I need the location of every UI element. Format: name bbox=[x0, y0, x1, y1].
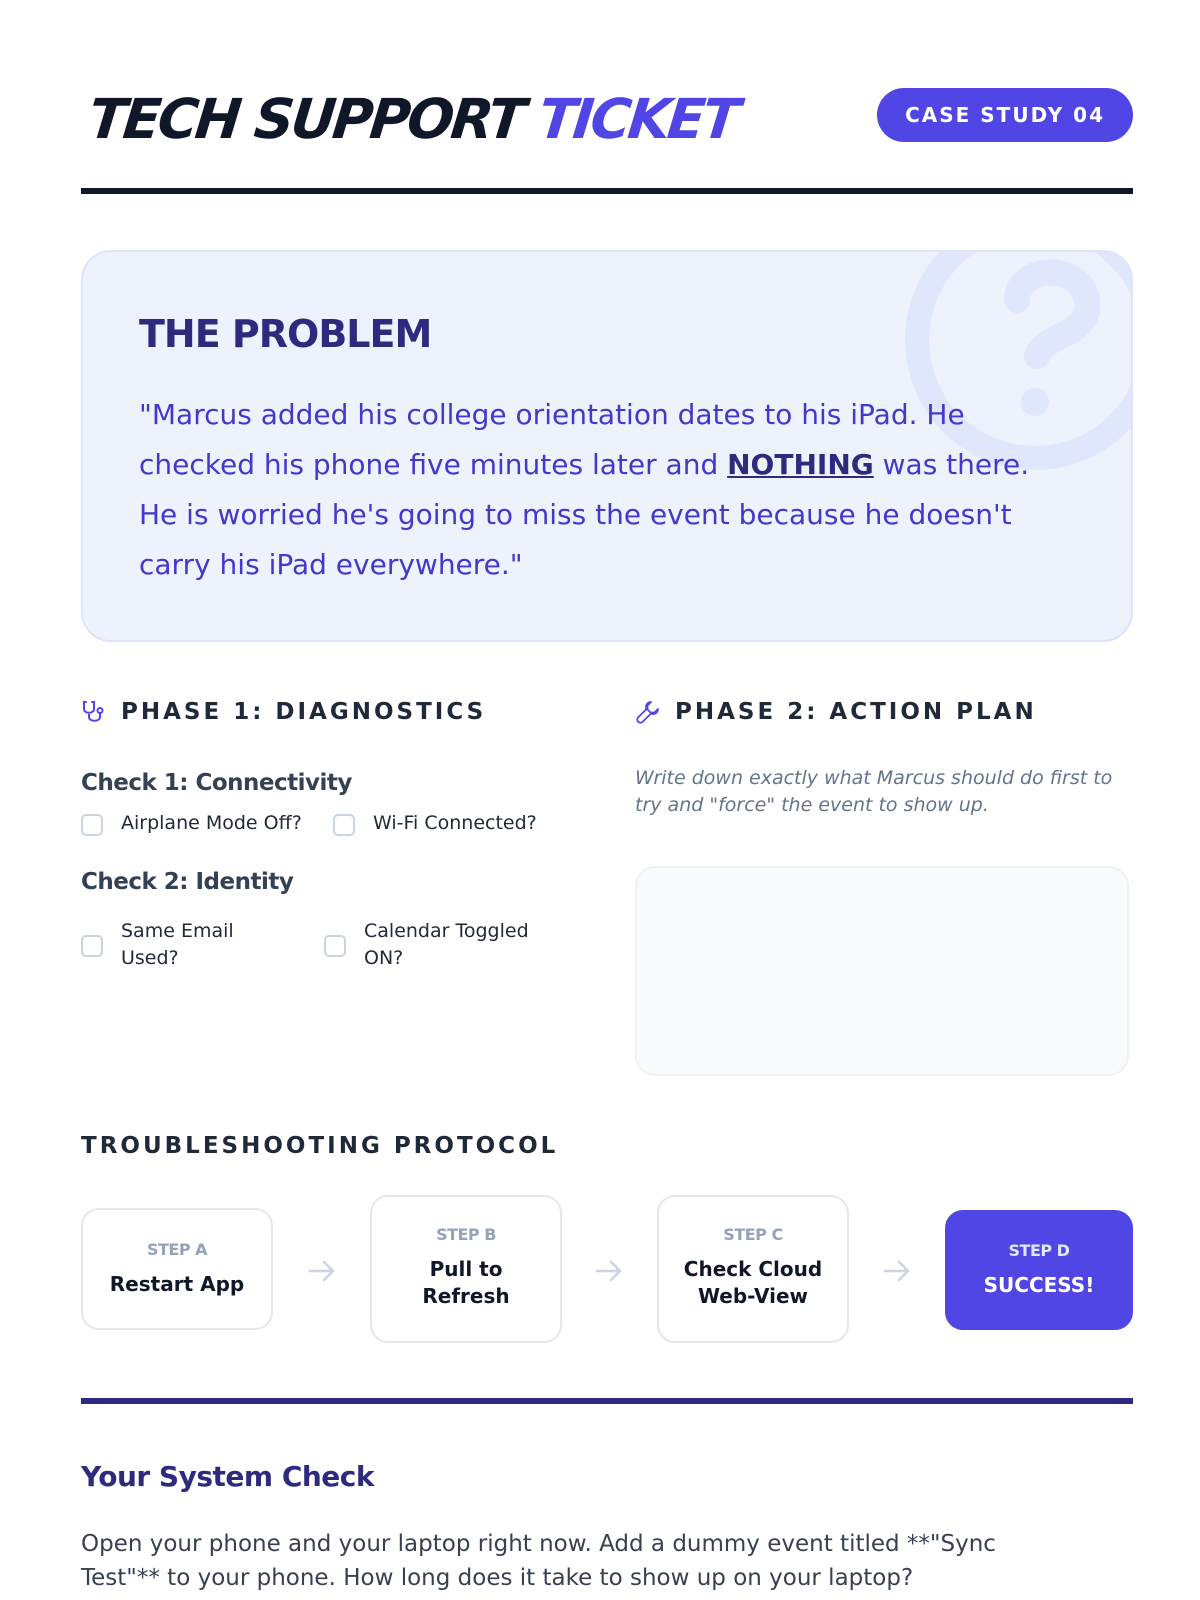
arrow-right-icon bbox=[307, 1256, 337, 1286]
step-name: Restart App bbox=[109, 1272, 245, 1296]
step-name: Check Cloud Web-View bbox=[683, 1257, 823, 1308]
checkbox-box[interactable] bbox=[81, 814, 103, 836]
step-label: STEP D bbox=[1008, 1241, 1070, 1260]
phase1-heading-text: PHASE 1: DIAGNOSTICS bbox=[121, 699, 487, 725]
section-divider bbox=[81, 1398, 1133, 1404]
stethoscope-icon bbox=[81, 699, 107, 725]
checkbox-box[interactable] bbox=[333, 814, 355, 836]
checkbox-label: Airplane Mode Off? bbox=[121, 812, 302, 834]
step-label: STEP A bbox=[146, 1240, 208, 1259]
arrow-right-icon bbox=[594, 1256, 624, 1286]
problem-title: THE PROBLEM bbox=[139, 312, 432, 356]
checkbox-label: Calendar Toggled ON? bbox=[364, 920, 529, 969]
protocol-step-c bbox=[657, 1195, 849, 1343]
protocol-step-d bbox=[945, 1210, 1133, 1330]
step-label: STEP B bbox=[436, 1225, 496, 1244]
problem-text bbox=[139, 390, 1039, 590]
header bbox=[81, 84, 1133, 154]
checkbox-label: Wi-Fi Connected? bbox=[373, 812, 537, 834]
system-check-title: Your System Check bbox=[81, 1460, 375, 1493]
step-name: SUCCESS! bbox=[983, 1273, 1095, 1297]
checkbox-calendar-toggled[interactable] bbox=[324, 918, 564, 974]
problem-highlight: NOTHING bbox=[727, 448, 874, 481]
arrow-right-icon bbox=[882, 1256, 912, 1286]
protocol-step-b bbox=[370, 1195, 562, 1343]
checkbox-wifi[interactable] bbox=[333, 810, 573, 840]
protocol-step-a bbox=[81, 1208, 273, 1330]
phase2-heading bbox=[635, 697, 1133, 727]
problem-card bbox=[81, 250, 1133, 642]
action-plan-instructions: Write down exactly what Marcus should do first to try and "force" the event to show up. bbox=[635, 767, 1113, 816]
check1-title: Check 1: Connectivity bbox=[81, 770, 352, 796]
checkbox-box[interactable] bbox=[81, 935, 103, 957]
case-study-badge: CASE STUDY 04 bbox=[877, 88, 1133, 142]
problem-text-end: was there. He is worried he's going to miss the event because he doesn't carry his iPad everywhere." bbox=[139, 448, 1030, 581]
problem-text-start: "Marcus added his college orientation dates to his iPad. He checked his phone five minutes later and bbox=[139, 398, 965, 481]
action-plan-answer-box[interactable] bbox=[635, 866, 1129, 1076]
phase1-heading bbox=[81, 697, 601, 727]
check2-title: Check 2: Identity bbox=[81, 869, 294, 895]
system-check-text: Open your phone and your laptop right now. Add a dummy event titled **"Sync Test"** to your phone. How long does it take to show up on your laptop? bbox=[81, 1531, 996, 1591]
step-label: STEP C bbox=[723, 1225, 783, 1244]
phase2-heading-text: PHASE 2: ACTION PLAN bbox=[675, 699, 1037, 725]
checkbox-label: Same Email Used? bbox=[121, 920, 234, 969]
checkbox-same-email[interactable] bbox=[81, 918, 281, 974]
checkbox-airplane-mode[interactable] bbox=[81, 810, 311, 840]
title-accent: TICKET bbox=[535, 87, 741, 151]
page-title bbox=[86, 88, 740, 150]
step-name: Pull to Refresh bbox=[422, 1257, 510, 1308]
protocol-heading: TROUBLESHOOTING PROTOCOL bbox=[81, 1133, 559, 1159]
title-main: TECH SUPPORT bbox=[85, 87, 527, 151]
checkbox-box[interactable] bbox=[324, 935, 346, 957]
wrench-icon bbox=[635, 699, 661, 725]
header-divider bbox=[81, 188, 1133, 194]
